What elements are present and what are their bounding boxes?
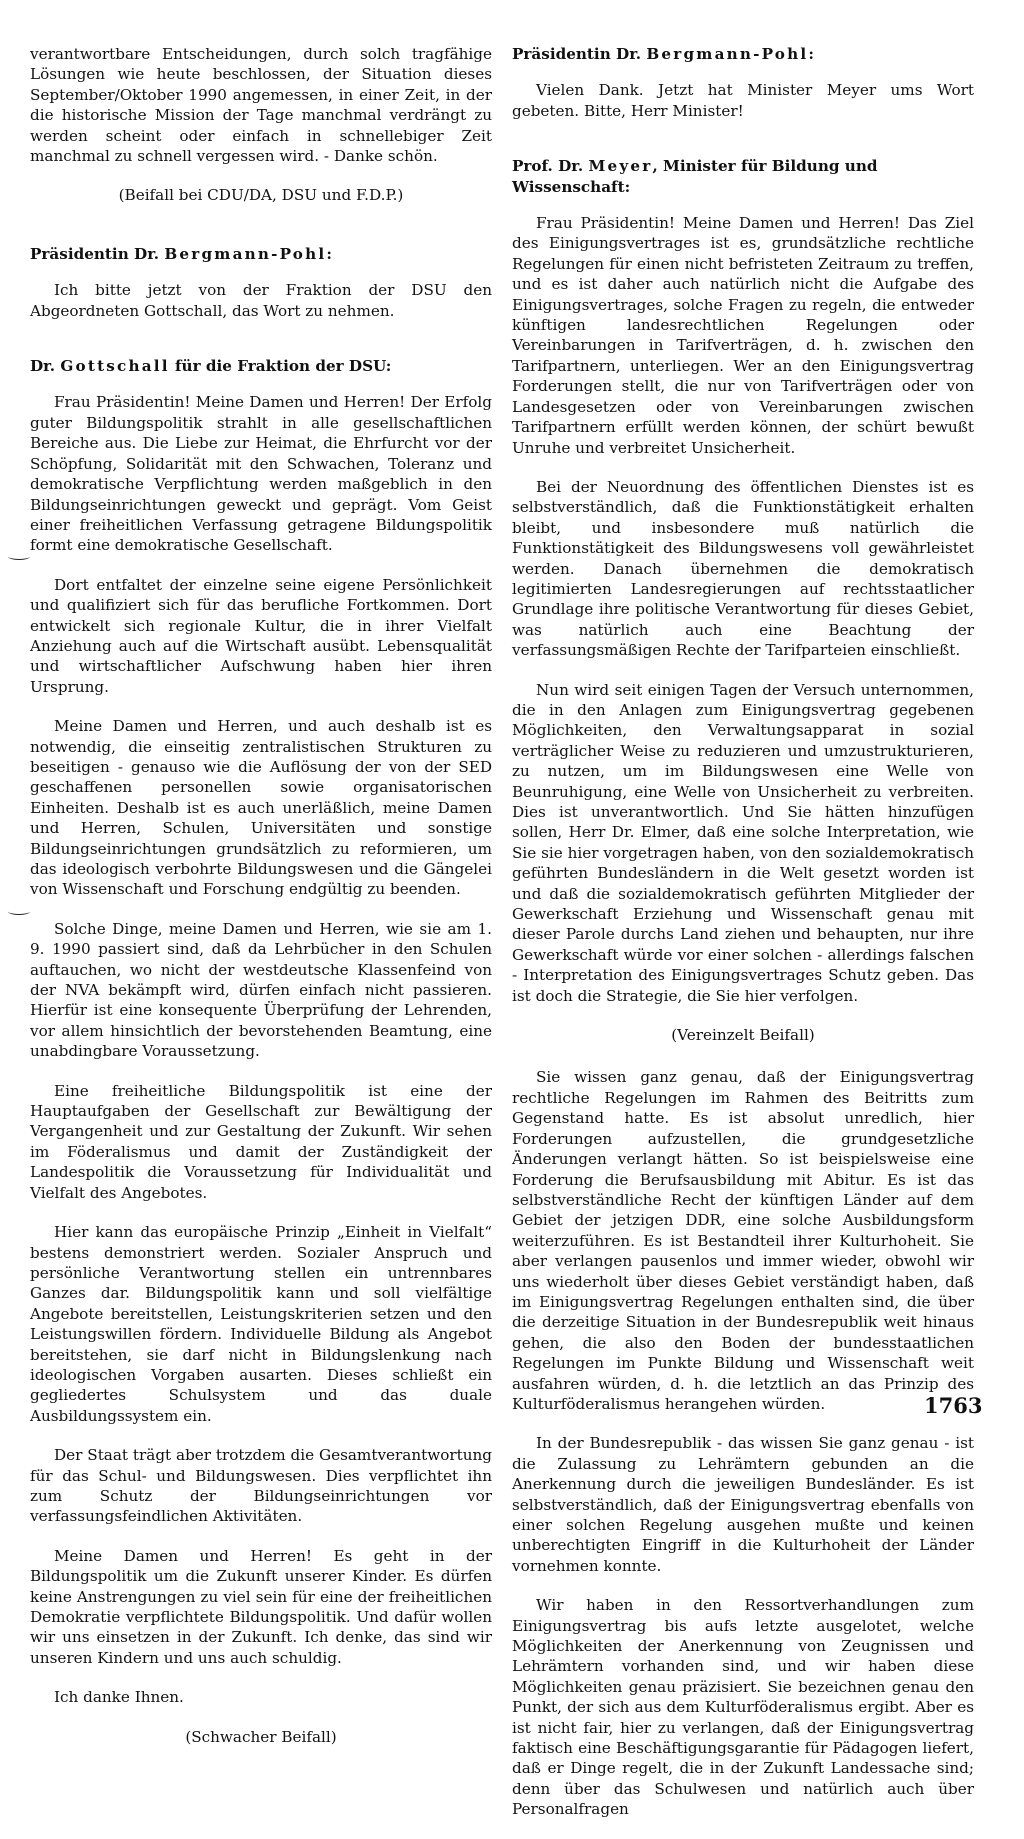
paragraph: Eine freiheitliche Bildungspolitik ist eine der Hauptaufgaben der Gesellschaft zur Bewältigung der Vergangenheit und zur Gestaltung der Zukunft. Wir sehen im Föderalismus und damit der Zuständigkeit der Landespolitik die Voraussetzung für Individualität und Vielfalt des Angebotes. <box>30 1081 492 1202</box>
paragraph: Ich danke Ihnen. <box>54 1688 184 1707</box>
speaker-heading-meyer: Prof. Dr. Meyer, Minister für Bildung und Wissenschaft: <box>512 157 878 196</box>
applause-note: (Beifall bei CDU/DA, DSU und F.D.P.) <box>118 186 404 205</box>
speaker-name: Gottschall <box>60 357 170 376</box>
applause-note: (Schwacher Beifall) <box>185 1727 337 1746</box>
speaker-name: Bergmann-Pohl <box>164 244 327 263</box>
speaker-heading-gottschall: Dr. Gottschall für die Fraktion der DSU: <box>30 357 392 376</box>
page-number: 1763 <box>924 1393 983 1418</box>
paragraph: Frau Präsidentin! Meine Damen und Herren! Das Ziel des Einigungsvertrages ist es, grundsätzliche rechtliche Regelungen für einen nicht befristeten Zeitraum zu treffen, und es ist daher auch natürlich nicht die Aufgabe des Einigungsvertrages, solche Fragen zu regeln, die entweder künftigen landesrechtlichen Regelungen oder Vereinbarungen in Tarifverträgen, d. h. zwischen den Tarifpartnern, unterliegen. Wer an den Einigungsvertrag Forderungen stellt, die nur von Tarifverträgen oder von Landesgesetzen oder von Vereinbarungen zwischen Tarifpartnern erfüllt werden können, der schürt bewußt Unruhe und verbreitet Unsicherheit. <box>512 214 974 457</box>
paragraph: Wir haben in den Ressortverhandlungen zum Einigungsvertrag bis aufs letzte ausgelotet, welche Möglichkeiten der Anerkennung von Zeugnissen und Lehrämtern vorhanden sind, und wir haben diese Möglichkeiten genau präzisiert. Sie bezeichnen genau den Punkt, der sich aus dem Kulturföderalismus ergibt. Aber es ist nicht fair, hier zu verlangen, daß der Einigungsvertrag faktisch eine Beschäftigungsgarantie für Pädagogen liefert, daß er Dinge regelt, die in der Zukunft Landessache sind; denn über das Schulwesen und natürlich auch über Personalfragen <box>512 1596 974 1819</box>
speaker-name: Meyer <box>588 157 653 176</box>
speaker-name: Bergmann-Pohl <box>646 45 809 63</box>
paragraph: Bei der Neuordnung des öffentlichen Dienstes ist es selbstverständlich, daß die Funktionstätigkeit erhalten bleibt, und insbesondere muß natürlich die Funktionstätigkeit des Bildungswesens voll gewährleistet werden. Danach übernehmen die demokratisch legitimierten Landesregierungen auf rechtsstaatlicher Grundlage ihre politische Verantwortung für dieses Gebiet, was natürlich auch eine Beachtung der verfassungsmäßigen Rechte der Tarifparteien einschließt. <box>512 477 974 660</box>
right-column <box>512 44 974 1839</box>
paragraph-continuation: verantwortbare Entscheidungen, durch solch tragfähige Lösungen wie heute beschlossen, der Situation dieses September/Oktober 1990 angemessen, in einer Zeit, in der die historische Mission der Tage manchmal verdrängt zu werden scheint oder einfach in schnellebiger Zeit manchmal zu schnell vergessen wird. - Danke schön. <box>30 45 492 166</box>
margin-mark <box>8 908 30 915</box>
applause-note: (Vereinzelt Beifall) <box>671 1026 815 1045</box>
paragraph: Dort entfaltet der einzelne seine eigene Persönlichkeit und qualifiziert sich für das berufliche Fortkommen. Dort entwickelt sich regionale Kultur, die in ihrer Vielfalt Anziehung auch auf die Wirtschaft ausübt. Lebensqualität und wirtschaftlicher Aufschwung haben hier ihren Ursprung. <box>30 575 492 696</box>
margin-mark <box>8 553 30 560</box>
paragraph: In der Bundesrepublik - das wissen Sie ganz genau - ist die Zulassung zu Lehrämtern gebunden an die Anerkennung durch die jeweiligen Bundesländer. Es ist selbstverständlich, daß der Einigungsvertrag ebenfalls von einer solchen Regelung ausgehen mußte und keinen unberechtigten Eingriff in die Kulturhoheit der Länder vornehmen konnte. <box>512 1434 974 1575</box>
paragraph: Sie wissen ganz genau, daß der Einigungsvertrag rechtliche Regelungen im Rahmen des Beitritts zum Gegenstand hatte. Es ist absolut unredlich, hier Forderungen aufzustellen, die grundgesetzliche Änderungen verlangt hätten. So ist beispielsweise eine Forderung die Berufsausbildung mit Abitur. Es ist das selbstverständliche Recht der künftigen Länder auf dem Gebiet der jetzigen DDR, eine solche Ausbildungsform weiterzuführen. Es ist Bestandteil ihrer Kulturhoheit. Sie aber verlangen pausenlos und immer wieder, obwohl wir uns wiederholt über dieses Gebiet verständigt haben, daß im Einigungsvertrag Regelungen enthalten sind, die über die derzeitige Situation in der Bundesrepublik weit hinaus gehen, die also den Boden der bundesstaatlichen Regelungen im Punkte Bildung und Wissenschaft weit ausfahren würden, d. h. die letztlich an das Prinzip des Kulturföderalismus herangehen würden. <box>512 1068 974 1413</box>
paragraph: Hier kann das europäische Prinzip „Einheit in Vielfalt“ bestens demonstriert werden. Sozialer Anspruch und persönliche Verantwortung stellen ein untrennbares Ganzes dar. Bildungspolitik kann und soll vielfältige Angebote bereitstellen, Leistungskriterien setzen und den Leistungswillen fördern. Individuelle Bildung als Angebot bereitstehen, sie darf nicht in Bildungslenkung nach ideologischen Vorgaben ausarten. Dieses schließt ein gegliedertes Schulsystem und das duale Ausbildungssystem ein. <box>30 1223 492 1425</box>
speaker-heading-president: Präsidentin Dr. Bergmann-Pohl: <box>512 45 814 63</box>
paragraph: Vielen Dank. Jetzt hat Minister Meyer ums Wort gebeten. Bitte, Herr Minister! <box>512 81 974 120</box>
paragraph: Meine Damen und Herren! Es geht in der Bildungspolitik um die Zukunft unserer Kinder. Es dürfen keine Anstrengungen zu viel sein für eine der freiheitlichen Demokratie verpflichtete Bildungspolitik. Und dafür wollen wir uns einsetzen in der Zukunft. Ich denke, das sind wir unseren Kindern und uns auch schuldig. <box>30 1546 492 1667</box>
left-column <box>30 44 492 1769</box>
paragraph: Nun wird seit einigen Tagen der Versuch unternommen, die in den Anlagen zum Einigungsvertrag gegebenen Möglichkeiten, den Verwaltungsapparat in sozial verträglicher Weise zu reduzieren und umzustrukturieren, zu nutzen, um im Bildungswesen eine Welle von Beunruhigung, eine Welle von Unsicherheit zu verbreiten. Dies ist unverantwortlich. Und Sie hätten hinzufügen sollen, Herr Dr. Elmer, daß eine solche Interpretation, wie Sie sie hier vorgetragen haben, von den sozialdemokratisch geführten Bundesländern in die Welt gesetzt worden ist und daß die sozialdemokratisch geführten Mitglieder der Gewerkschaft Erziehung und Wissenschaft genau mit dieser Parole durchs Land ziehen und behaupten, nur ihre Gewerkschaft würde vor einer solchen - allerdings falschen - Interpretation des Einigungsvertrages Schutz geben. Das ist doch die Strategie, die Sie hier verfolgen. <box>512 680 974 1005</box>
paragraph: Ich bitte jetzt von der Fraktion der DSU den Abgeordneten Gottschall, das Wort zu nehmen. <box>30 281 492 320</box>
paragraph: Frau Präsidentin! Meine Damen und Herren! Der Erfolg guter Bildungspolitik strahlt in alle gesellschaftlichen Bereiche aus. Die Liebe zur Heimat, die Ehrfurcht vor der Schöpfung, Solidarität mit den Schwachen, Toleranz und demokratische Verpflichtung werden maßgeblich in den Bildungseinrichtungen geweckt und geprägt. Vom Geist einer freiheitlichen Verfassung getragene Bildungspolitik formt eine demokratische Gesellschaft. <box>30 393 492 555</box>
speaker-heading-president: Präsidentin Dr. Bergmann-Pohl: <box>30 244 332 263</box>
paragraph: Meine Damen und Herren, und auch deshalb ist es notwendig, die einseitig zentralistischen Strukturen zu beseitigen - genauso wie die Auflösung der von der SED geschaffenen personellen sowie organisatorischen Einheiten. Deshalb ist es auch unerläßlich, meine Damen und Herren, Schulen, Universitäten und sonstige Bildungseinrichtungen grundsätzlich zu reformieren, um das ideologisch verbohrte Bildungswesen und die Gängelei von Wissenschaft und Forschung endgültig zu beenden. <box>30 717 492 899</box>
paragraph: Der Staat trägt aber trotzdem die Gesamtverantwortung für das Schul- und Bildungswesen. Dies verpflichtet ihn zum Schutz der Bildungseinrichtungen vor verfassungsfeindlichen Aktivitäten. <box>30 1446 492 1526</box>
paragraph: Solche Dinge, meine Damen und Herren, wie sie am 1. 9. 1990 passiert sind, daß da Lehrbücher in den Schulen auftauchen, wo nicht der westdeutsche Klassenfeind von der NVA bekämpft wird, dürfen einfach nicht passieren. Hierfür ist eine konsequente Überprüfung der Lehrenden, vor allem hinsichtlich der bevorstehenden Beamtung, eine unabdingbare Voraussetzung. <box>30 919 492 1061</box>
